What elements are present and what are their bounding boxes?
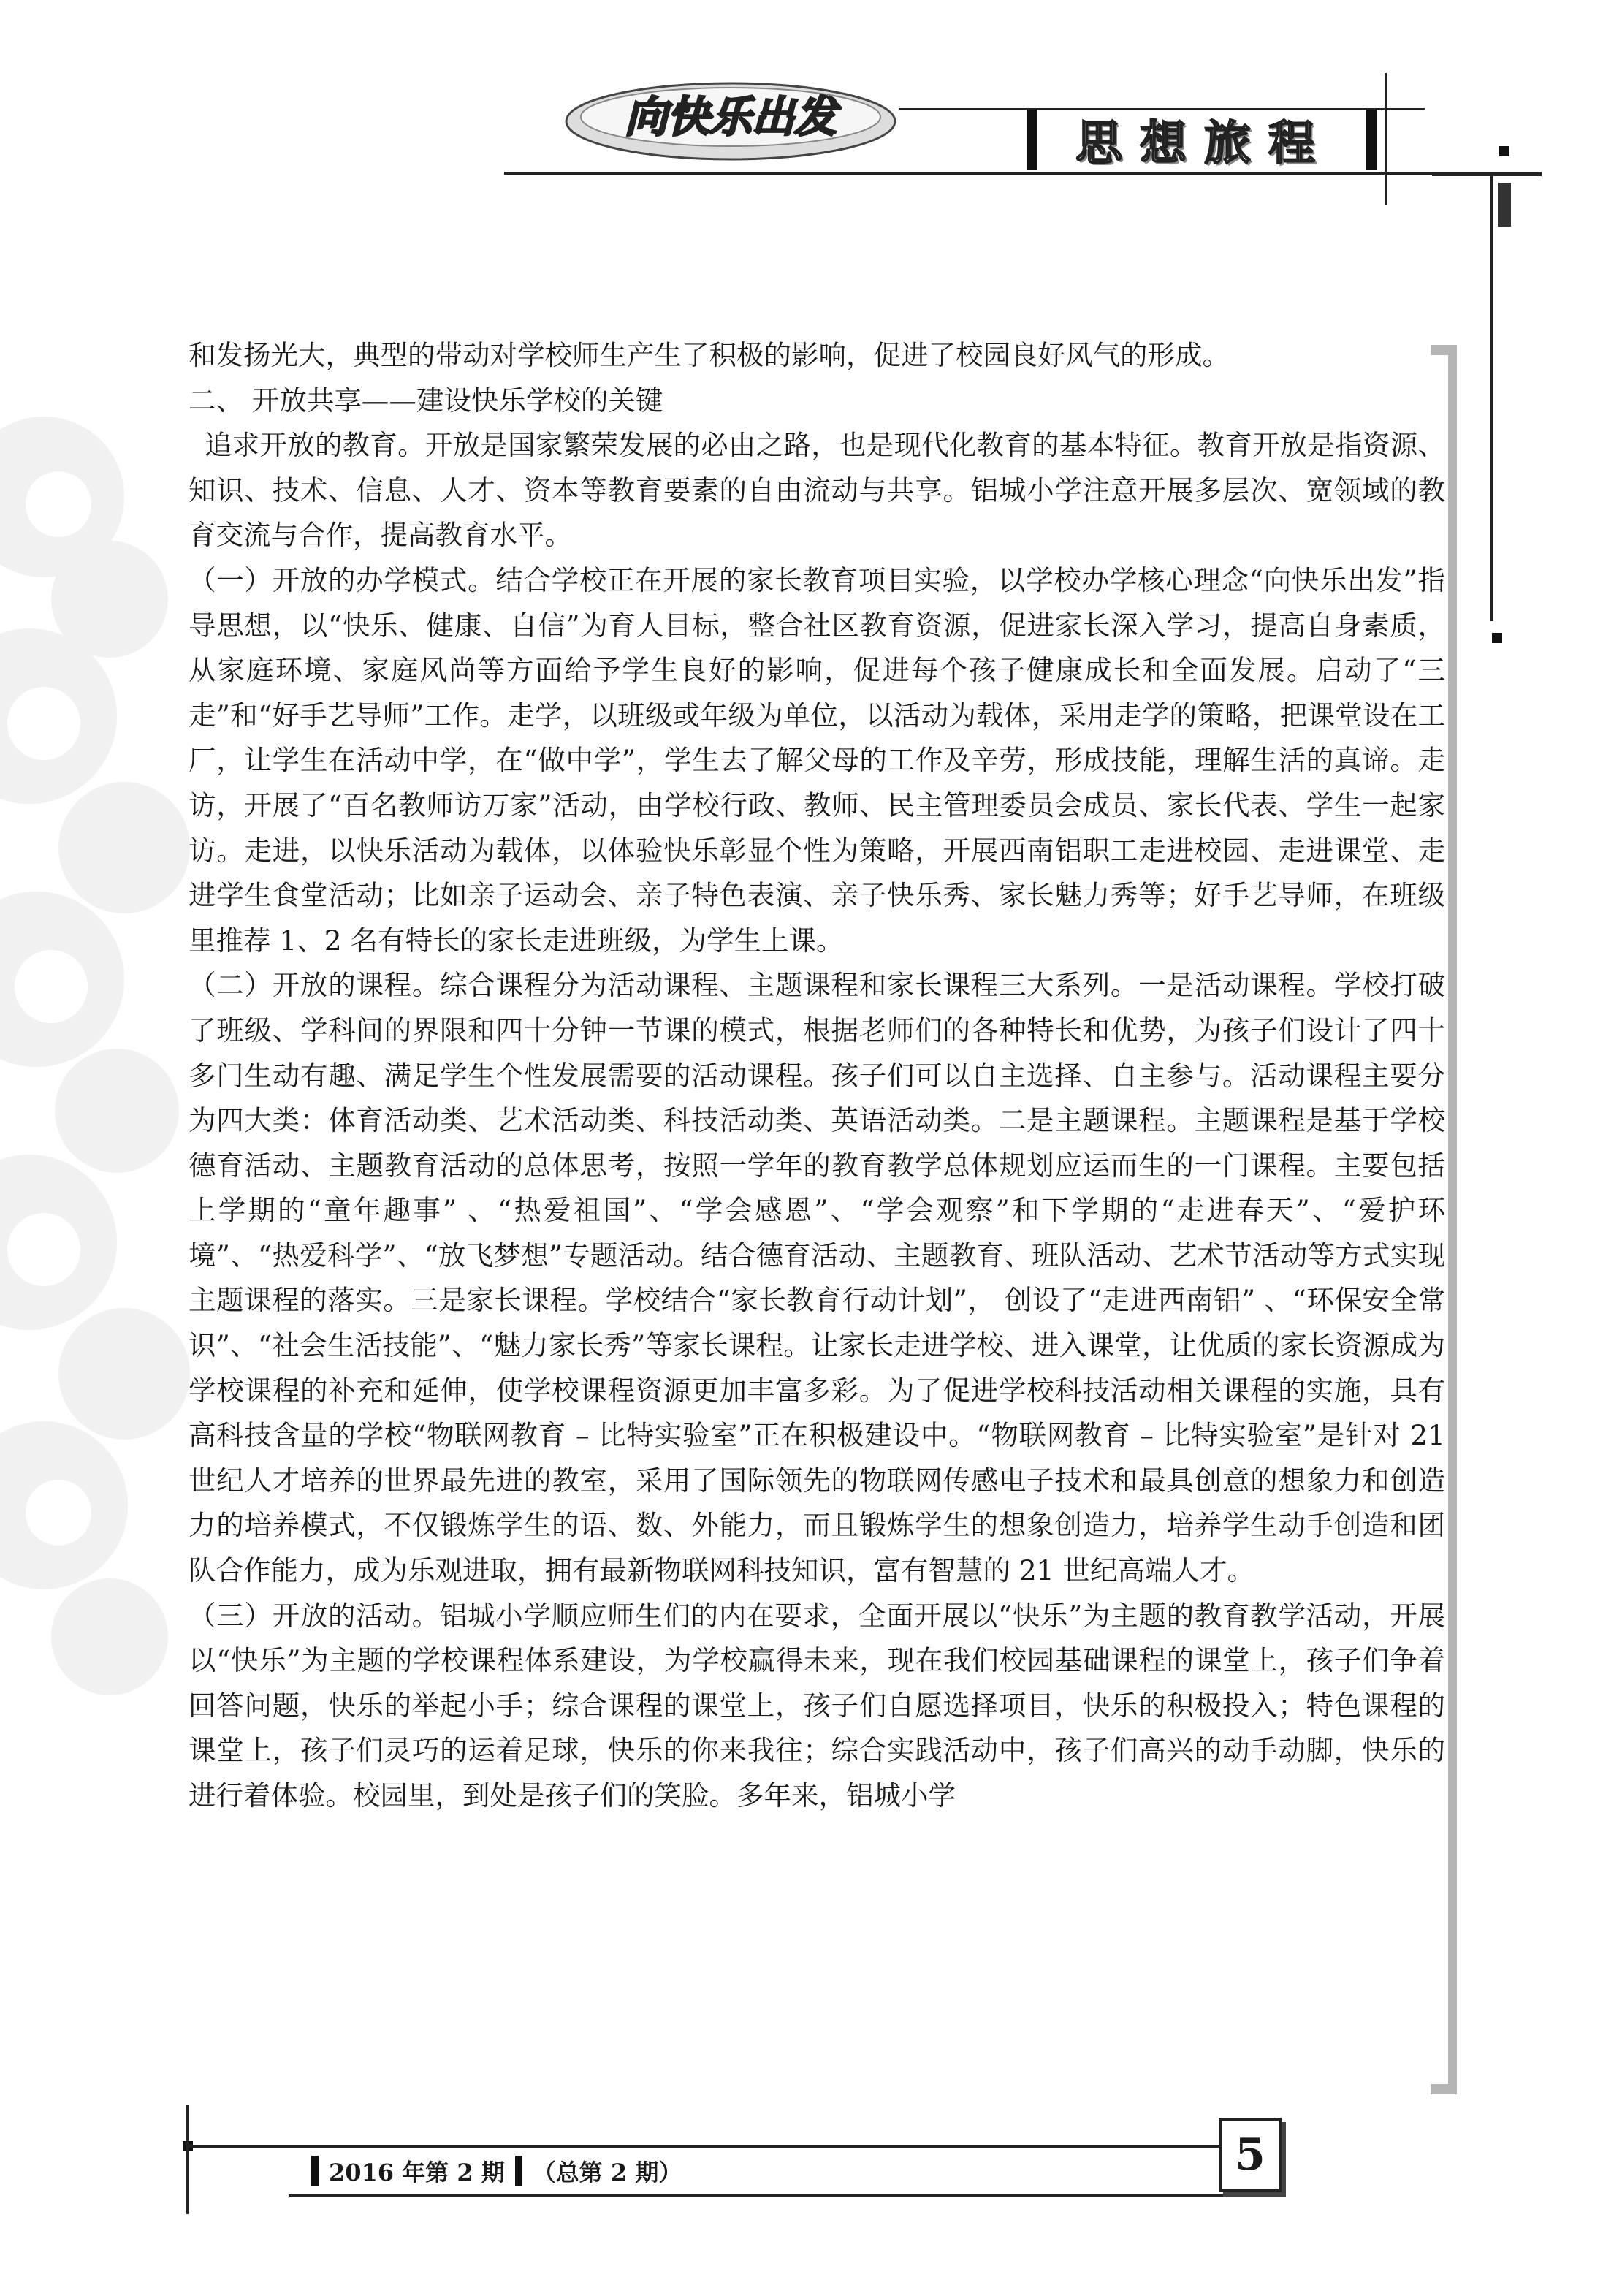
paragraph: 追求开放的教育。开放是国家繁荣发展的必由之路，也是现代化教育的基本特征。教育开放是指资源、知识、技术、信息、人才、资本等教育要素的自由流动与共享。铝城小学注意开展多层次、宽领域的教育交流与合作，提高教育水平。	[189, 429, 1445, 552]
logo-text: 向快乐出发	[624, 92, 837, 142]
section-title: 思想旅程	[1075, 116, 1333, 171]
paragraph: 和发扬光大，典型的带动对学校师生产生了积极的影响，促进了校园良好风气的形成。	[189, 339, 1230, 371]
header-vertical-rule	[1385, 73, 1387, 205]
bracket-bar	[515, 2156, 522, 2186]
square-marker	[1499, 146, 1509, 156]
section-heading: 二、 开放共享——建设快乐学校的关键	[189, 384, 663, 417]
right-frame-rule	[1490, 175, 1493, 621]
page-number: 5	[1235, 2129, 1265, 2181]
footer-rule	[186, 2145, 1253, 2148]
paragraph: （三）开放的活动。铝城小学顺应师生们的内在要求，全面开展以“快乐”为主题的教育教学活动，开展以“快乐”为主题的学校课程体系建设，为学校赢得未来，现在我们校园基础课程的课堂上，孩子们争着回答问题，快乐的举起小手；综合课程的课堂上，孩子们自愿选择项目，快乐的积极投入；特色课程的课堂上，孩子们灵巧的运着足球，快乐的你来我往；综合实践活动中，孩子们高兴的动手动脚，快乐的进行着体验。校园里，到处是孩子们的笑脸。多年来，铝城小学	[189, 1599, 1445, 1812]
paragraph: （二）开放的课程。综合课程分为活动课程、主题课程和家长课程三大系列。一是活动课程。学校打破了班级、学科间的界限和四十分钟一节课的模式，根据老师们的各种特长和优势，为孩子们设计了四十多门生动有趣、满足学生个性发展需要的活动课程。孩子们可以自主选择、自主参与。活动课程主要分为四大类：体育活动类、艺术活动类、科技活动类、英语活动类。二是主题课程。主题课程是基于学校德育活动、主题教育活动的总体思考，按照一学年的教育教学总体规划应运而生的一门课程。主要包括上学期的“童年趣事” 、“热爱祖国”、“学会感恩”、“学会观察”和下学期的“走进春天”、“爱护环境”、“热爱科学”、“放飞梦想”专题活动。结合德育活动、主题教育、班队活动、艺术节活动等方式实现主题课程的落实。三是家长课程。学校结合“家长教育行动计划”， 创设了“走进西南铝” 、“环保安全常识”、“社会生活技能”、“魅力家长秀”等家长课程。让家长走进学校、进入课堂，让优质的家长资源成为学校课程的补充和延伸，使学校课程资源更加丰富多彩。为了促进学校科技活动相关课程的实施，具有高科技含量的学校“物联网教育 – 比特实验室”正在积极建设中。“物联网教育 – 比特实验室”是针对 21 世纪人才培养的世界最先进的教室，采用了国际领先的物联网传感电子技术和最具创意的想象力和创造力的培养模式，不仅锻炼学生的语、数、外能力，而且锻炼学生的想象创造力，培养学生动手创造和团队合作能力，成为乐观进取，拥有最新物联网科技知识，富有智慧的 21 世纪高端人才。	[189, 969, 1445, 1587]
header-rule	[504, 172, 1542, 175]
paragraph: （一）开放的办学模式。结合学校正在开展的家长教育项目实验，以学校办学核心理念“向快乐出发”指导思想，以“快乐、健康、自信”为育人目标，整合社区教育资源，促进家长深入学习，提高自身素质，从家庭环境、家庭风尚等方面给予学生良好的影响，促进每个孩子健康成长和全面发展。启动了“三走”和“好手艺导师”工作。走学，以班级或年级为单位，以活动为载体，采用走学的策略，把课堂设在工厂，让学生在活动中学，在“做中学”，学生去了解父母的工作及辛劳，形成技能，理解生活的真谛。走访，开展了“百名教师访万家”活动，由学校行政、教师、民主管理委员会成员、家长代表、学生一起家访。走进，以快乐活动为载体，以体验快乐彰显个性为策略，开展西南铝职工走进校园、走进课堂、走进学生食堂活动；比如亲子运动会、亲子特色表演、亲子快乐秀、家长魅力秀等；好手艺导师，在班级里推荐 1、2 名有特长的家长走进班级，为学生上课。	[189, 563, 1445, 957]
square-marker	[1492, 633, 1502, 643]
bracket-bar	[311, 2156, 319, 2186]
text-frame-right	[1448, 349, 1457, 2093]
total-issue-number: （总第 2 期）	[532, 2159, 682, 2186]
text-frame-bottom	[1431, 2084, 1457, 2094]
footer-lower-rule	[289, 2194, 1231, 2197]
issue-number: 2016 年第 2 期	[329, 2159, 505, 2186]
section-title-box	[1029, 110, 1379, 170]
magazine-logo	[559, 64, 902, 167]
page-number-box	[1219, 2118, 1282, 2192]
issue-info	[305, 2150, 686, 2192]
footer-vertical-rule	[186, 2105, 189, 2214]
background-swirl-decoration	[0, 409, 190, 1798]
article-body	[189, 333, 1445, 1819]
corner-block	[1498, 183, 1511, 227]
